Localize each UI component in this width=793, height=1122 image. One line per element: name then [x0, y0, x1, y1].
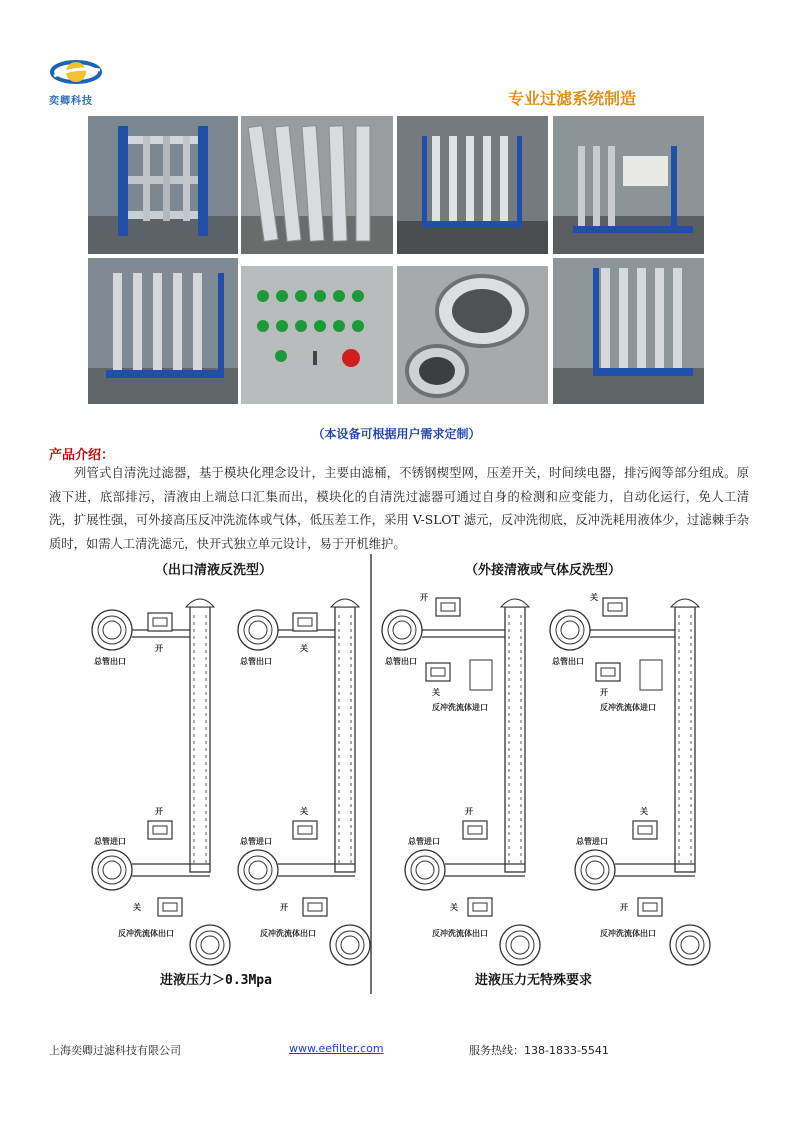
- footer-hotline: 服务热线：138-1833-5541: [469, 1044, 609, 1057]
- r-b-side-valve: 开: [600, 688, 608, 697]
- intro-heading: 产品介绍：: [49, 448, 115, 463]
- r-a-outlet: 总管出口: [385, 657, 417, 666]
- r-a-top-valve: 开: [420, 593, 428, 602]
- r-a-backflush-out: 反冲洗流体出口: [432, 929, 488, 938]
- l-b-bottom-valve: 开: [280, 903, 288, 912]
- backflush-diagram: [60, 552, 740, 1000]
- r-a-mid-valve: 开: [465, 807, 473, 816]
- l-a-backflush-out: 反冲洗流体出口: [118, 929, 174, 938]
- l-a-bottom-valve: 关: [133, 903, 141, 912]
- r-b-mid-valve: 关: [640, 807, 648, 816]
- l-b-inlet: 总管进口: [240, 837, 272, 846]
- left-caption: 进液压力＞0.3Mpa: [160, 973, 272, 988]
- r-a-inlet: 总管进口: [408, 837, 440, 846]
- logo-text: 奕卿科技: [49, 96, 93, 107]
- photo-filter-system-panel: [553, 116, 704, 254]
- l-b-outlet: 总管出口: [240, 657, 272, 666]
- photo-filter-array-blue: [397, 116, 548, 254]
- l-b-backflush-out: 反冲洗流体出口: [260, 929, 316, 938]
- photo-filter-rack-side: [88, 116, 238, 254]
- l-b-mid-valve: 关: [300, 807, 308, 816]
- l-a-mid-valve: 开: [155, 807, 163, 816]
- footer-website-link[interactable]: www.eefilter.com: [289, 1042, 384, 1055]
- photo-filter-column-array: [553, 258, 704, 404]
- photo-filter-rack-front: [88, 258, 238, 404]
- intro-paragraph: 列管式自清洗过滤器，基于模块化理念设计，主要由滤桶，不锈钢楔型网，压差开关，时间续电器，排污阀等部分组成。原液下进，底部排污，清液由上端总口汇集而出，模块化的自清洗过滤器可通过自身的检测和应变能力，自动化运行，免人工清洗，扩展性强，可外接高压反冲洗流体或气体，低压差工作，采用 V-SLOT 滤元，反冲洗彻底，反冲洗耗用液体少，过滤棘手杂质时，如需人工清洗滤元，快开式独立单元设计，易于开机维护。: [49, 466, 749, 551]
- photo-filter-housing-closeup: [397, 266, 548, 404]
- right-title: （外接清液或气体反洗型）: [465, 563, 622, 578]
- photo-control-panel: [241, 266, 393, 404]
- l-a-outlet: 总管出口: [94, 657, 126, 666]
- r-b-bottom-valve: 开: [620, 903, 628, 912]
- l-b-top-valve: 关: [300, 644, 308, 653]
- r-a-bottom-valve: 关: [450, 903, 458, 912]
- left-title: （出口清液反洗型）: [155, 563, 273, 578]
- r-b-outlet: 总管出口: [552, 657, 584, 666]
- customization-note: （本设备可根据用户需求定制）: [312, 427, 481, 441]
- footer-company: 上海奕卿过滤科技有限公司: [49, 1044, 181, 1057]
- slogan: 专业过滤系统制造: [508, 89, 637, 108]
- photo-filter-tubes: [241, 116, 393, 254]
- r-a-side-inlet: 反冲洗流体进口: [432, 703, 488, 712]
- l-a-inlet: 总管进口: [94, 837, 126, 846]
- r-b-top-valve: 关: [590, 593, 598, 602]
- right-caption: 进液压力无特殊要求: [475, 973, 593, 988]
- r-b-backflush-out: 反冲洗流体出口: [600, 929, 656, 938]
- r-a-side-valve: 关: [432, 688, 440, 697]
- r-b-inlet: 总管进口: [576, 837, 608, 846]
- l-a-top-valve: 开: [155, 644, 163, 653]
- r-b-side-inlet: 反冲洗流体进口: [600, 703, 656, 712]
